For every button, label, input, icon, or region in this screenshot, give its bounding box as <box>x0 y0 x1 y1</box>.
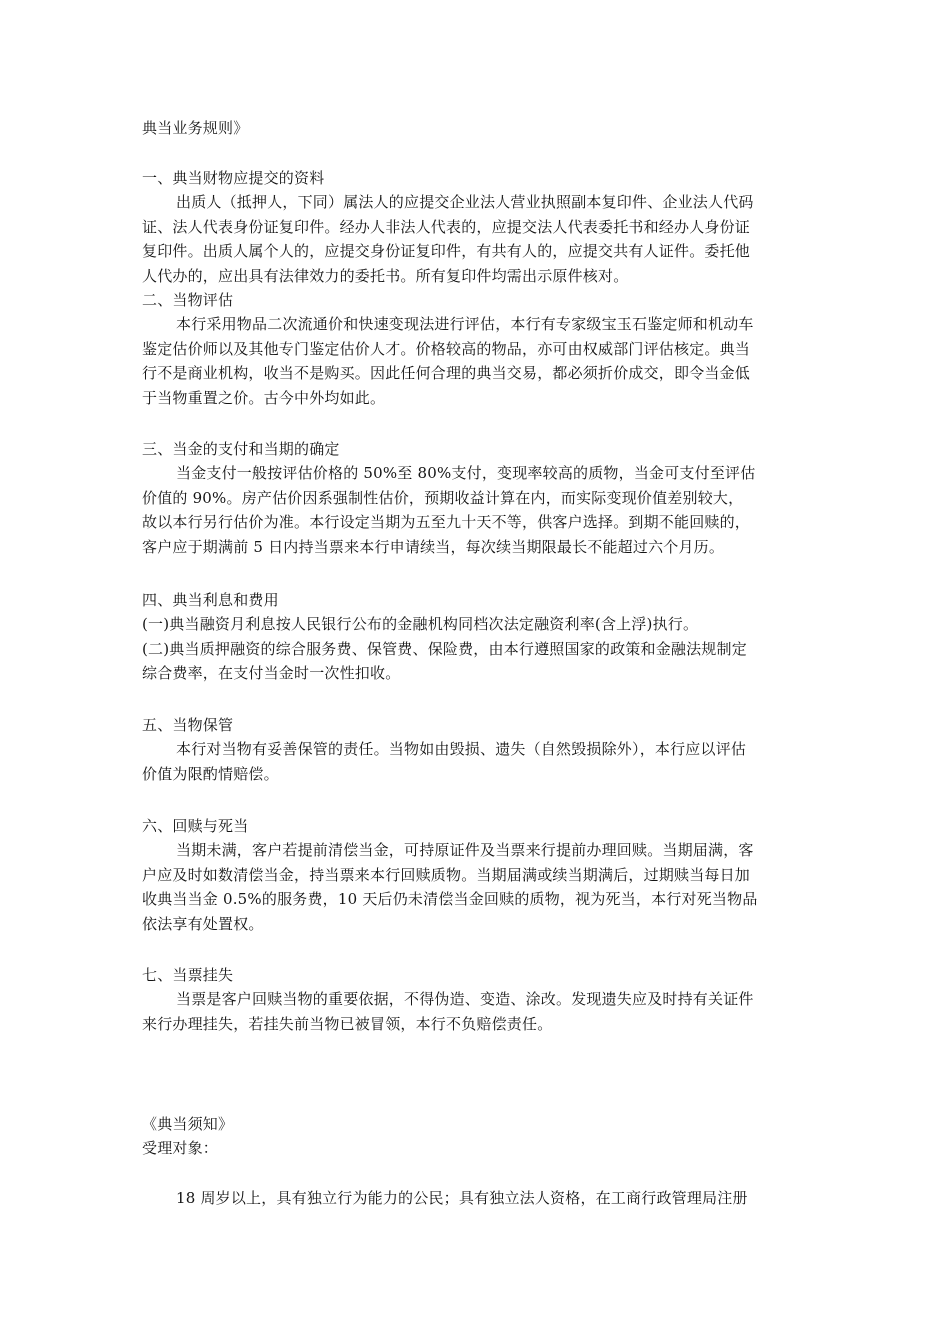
section-heading: 三、当金的支付和当期的确定 <box>142 440 340 458</box>
paragraph-line: 价值为限酌情赔偿。 <box>142 764 279 783</box>
section-heading: 一、典当财物应提交的资料 <box>142 169 325 187</box>
document-title: 典当业务规则》 <box>142 119 249 137</box>
paragraph-line: 出质人（抵押人，下同）属法人的应提交企业法人营业执照副本复印件、企业法人代码 <box>176 193 754 212</box>
section-5 <box>142 713 810 786</box>
paragraph-line: 行不是商业机构，收当不是购买。因此任何合理的典当交易，都必须折价成交，即令当金低 <box>142 364 751 383</box>
section-heading: 二、当物评估 <box>142 291 234 309</box>
paragraph-line: 依法享有处置权。 <box>142 914 264 933</box>
section-heading: 六、回赎与死当 <box>142 817 249 835</box>
paragraph-line: 户应及时如数清偿当金，持当票来本行回赎质物。当期届满或续当期满后，过期赎当每日加 <box>142 865 751 884</box>
paragraph-line: (一)典当融资月利息按人民银行公布的金融机构同档次法定融资利率(含上浮)执行。 <box>142 615 699 634</box>
paragraph-line: 当票是客户回赎当物的重要依据，不得伪造、变造、涂改。发现遗失应及时持有关证件 <box>176 990 754 1009</box>
paragraph-line: 收典当当金 0.5%的服务费，10 天后仍未清偿当金回赎的质物，视为死当，本行对死当物品 <box>142 890 758 909</box>
section-3 <box>142 437 810 559</box>
paragraph-line: 鉴定估价师以及其他专门鉴定估价人才。价格较高的物品，亦可由权威部门评估核定。典当 <box>142 339 751 358</box>
paragraph-line: 于当物重置之价。古今中外均如此。 <box>142 388 386 407</box>
paragraph-line: 复印件。出质人属个人的，应提交身份证复印件，有共有人的，应提交共有人证件。委托他 <box>142 242 751 261</box>
section-4 <box>142 588 810 686</box>
paragraph-line: (二)典当质押融资的综合服务费、保管费、保险费，由本行遵照国家的政策和金融法规制定 <box>142 639 747 658</box>
paragraph-line: 故以本行另行估价为准。本行设定当期为五至九十天不等，供客户选择。到期不能回赎的， <box>142 513 751 532</box>
paragraph-line: 证、法人代表身份证复印件。经办人非法人代表的，应提交法人代表委托书和经办人身份证 <box>142 217 751 236</box>
paragraph-line: 当金支付一般按评估价格的 50%至 80%支付，变现率较高的质物，当金可支付至评估 <box>176 464 756 483</box>
section-7 <box>142 963 810 1036</box>
section-2 <box>142 288 810 410</box>
notice-title: 《典当须知》 <box>142 1115 234 1133</box>
section-1 <box>142 166 810 288</box>
paragraph-line: 18 周岁以上，具有独立行为能力的公民；具有独立法人资格，在工商行政管理局注册 <box>176 1189 748 1207</box>
paragraph-line: 当期未满，客户若提前清偿当金，可持原证件及当票来行提前办理回赎。当期届满，客 <box>176 841 754 860</box>
section-heading: 五、当物保管 <box>142 716 234 734</box>
paragraph-line: 人代办的，应出具有法律效力的委托书。所有复印件均需出示原件核对。 <box>142 266 629 285</box>
section-6 <box>142 814 810 936</box>
paragraph-line: 本行对当物有妥善保管的责任。当物如由毁损、遗失（自然毁损除外），本行应以评估 <box>176 740 747 759</box>
paragraph-line: 来行办理挂失，若挂失前当物已被冒领，本行不负赔偿责任。 <box>142 1014 553 1033</box>
section-heading: 四、典当利息和费用 <box>142 591 279 609</box>
paragraph-line: 本行采用物品二次流通价和快速变现法进行评估，本行有专家级宝玉石鉴定师和机动车 <box>176 315 754 334</box>
paragraph-line: 客户应于期满前 5 日内持当票来本行申请续当，每次续当期限最长不能超过六个月历。 <box>142 537 725 556</box>
section-heading: 七、当票挂失 <box>142 966 234 984</box>
notice-subtitle: 受理对象： <box>142 1139 219 1158</box>
notice-block <box>142 1112 810 1161</box>
paragraph-line: 价值的 90%。房产估价因系强制性估价，预期收益计算在内，而实际变现价值差别较大， <box>142 488 744 507</box>
document-title-block <box>142 116 810 140</box>
notice-body <box>142 1186 810 1210</box>
paragraph-line: 综合费率，在支付当金时一次性扣收。 <box>142 664 401 683</box>
